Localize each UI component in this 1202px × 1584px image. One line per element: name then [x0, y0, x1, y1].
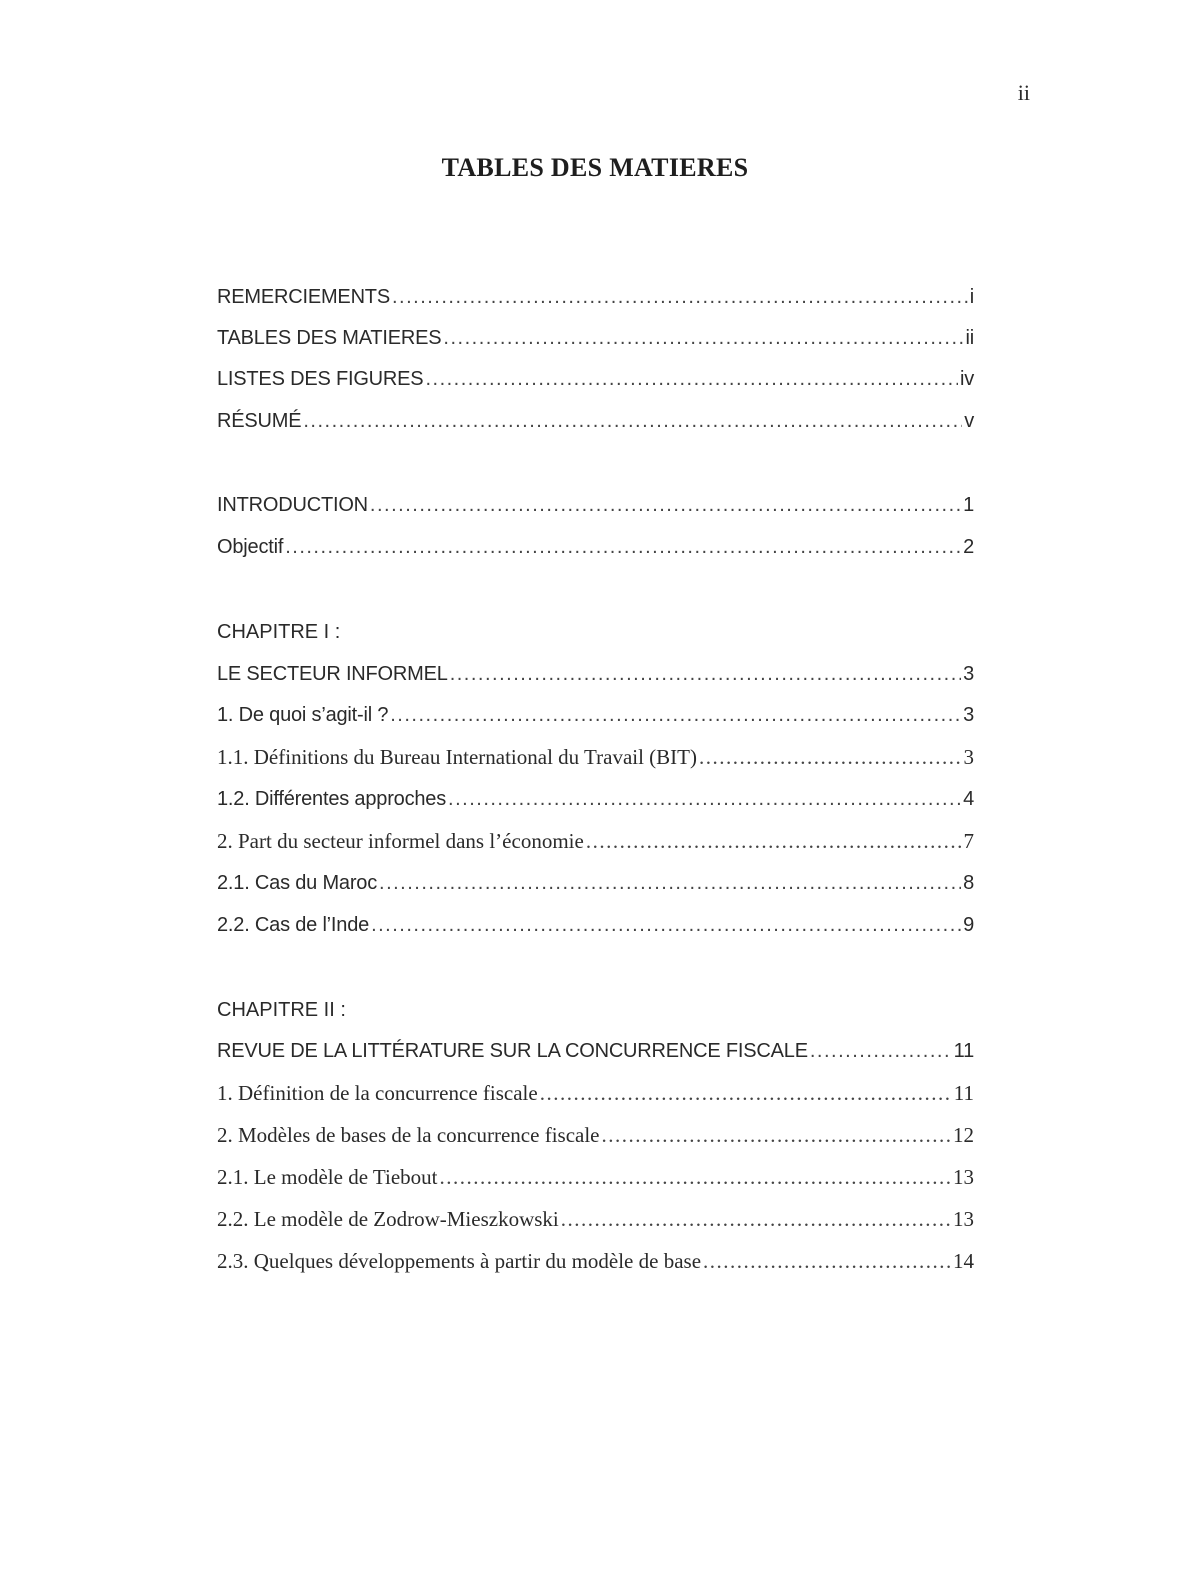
toc-entry-label: INTRODUCTION — [217, 494, 368, 516]
toc-entry-label: 2.1. Cas du Maroc — [217, 872, 378, 894]
toc-entry-definitions-bit — [217, 744, 974, 770]
toc-entry-label: 1. De quoi s’agit-il ? — [217, 704, 389, 726]
toc-entry-cas-maroc — [217, 870, 974, 896]
toc-entry-page: 3 — [963, 663, 974, 685]
toc-entry-label: REMERCIEMENTS — [217, 286, 390, 308]
dot-leader — [392, 284, 968, 310]
toc-entry-page: 1 — [963, 494, 974, 516]
dot-leader — [586, 828, 962, 854]
toc-entry-part-secteur-informel — [217, 828, 974, 854]
toc-entry-page: 3 — [963, 745, 974, 769]
dot-leader — [370, 492, 961, 518]
toc-entry-page: 13 — [953, 1165, 974, 1189]
dot-leader — [810, 1038, 952, 1064]
dot-leader — [561, 1206, 951, 1232]
toc-entry-label: LISTES DES FIGURES — [217, 368, 424, 390]
toc-entry-revue-litterature — [217, 1038, 974, 1064]
toc-entry-definition-concurrence — [217, 1080, 974, 1106]
dot-leader — [703, 1248, 951, 1274]
toc-entry-page: 3 — [963, 704, 974, 726]
chapter-2-heading: CHAPITRE II : — [217, 999, 346, 1021]
toc-entry-label: 1. Définition de la concurrence fiscale — [217, 1081, 538, 1105]
toc-entry-page: 11 — [953, 1040, 974, 1062]
toc-entry-page: 2 — [963, 536, 974, 558]
toc-entry-label: TABLES DES MATIERES — [217, 327, 442, 349]
toc-entry-differentes-approches — [217, 786, 974, 812]
toc-entry-page: 13 — [953, 1207, 974, 1231]
toc-entry-label: 2.2. Le modèle de Zodrow-Mieszkowski — [217, 1207, 559, 1231]
toc-entry-resume — [217, 408, 974, 434]
toc-entry-objectif — [217, 534, 974, 560]
toc-entry-page: 11 — [953, 1081, 974, 1105]
toc-entry-page: 7 — [963, 829, 974, 853]
dot-leader — [439, 1164, 951, 1190]
toc-entry-page: iv — [959, 368, 974, 390]
toc-entry-introduction — [217, 492, 974, 518]
dot-leader — [303, 408, 962, 434]
toc-entry-listes-des-figures — [217, 366, 974, 392]
toc-entry-tables-des-matieres — [217, 325, 974, 351]
toc-entry-page: 4 — [963, 788, 974, 810]
chapter-1-heading: CHAPITRE I : — [217, 621, 341, 643]
toc-entry-page: 12 — [953, 1123, 974, 1147]
toc-entry-label: 2. Modèles de bases de la concurrence fiscale — [217, 1123, 600, 1147]
dot-leader — [379, 870, 961, 896]
dot-leader — [540, 1080, 952, 1106]
dot-leader — [443, 325, 963, 351]
toc-entry-label: 1.2. Différentes approches — [217, 788, 447, 810]
toc-entry-label: LE SECTEUR INFORMEL — [217, 663, 448, 685]
dot-leader — [450, 661, 961, 687]
toc-entry-page: v — [964, 410, 974, 432]
toc-entry-label: 2. Part du secteur informel dans l’économie — [217, 829, 584, 853]
toc-entry-label: 2.2. Cas de l’Inde — [217, 914, 370, 936]
toc-entry-label: 2.1. Le modèle de Tiebout — [217, 1165, 438, 1189]
toc-entry-label: 1.1. Définitions du Bureau International du Travail (BIT) — [217, 745, 697, 769]
toc-entry-label: 2.3. Quelques développements à partir du modèle de base — [217, 1249, 702, 1273]
toc-entry-modeles-bases — [217, 1122, 974, 1148]
dot-leader — [602, 1122, 952, 1148]
toc-entry-label: Objectif — [217, 536, 284, 558]
toc-entry-de-quoi — [217, 702, 974, 728]
toc-entry-page: 8 — [963, 872, 974, 894]
toc-entry-secteur-informel — [217, 661, 974, 687]
toc-entry-modele-tiebout — [217, 1164, 974, 1190]
dot-leader — [448, 786, 961, 812]
toc-entry-label: REVUE DE LA LITTÉRATURE SUR LA CONCURRENCE FISCALE — [217, 1040, 808, 1062]
dot-leader — [699, 744, 962, 770]
toc-entry-page: 14 — [953, 1249, 974, 1273]
toc-entry-page: ii — [965, 327, 974, 349]
toc-entry-cas-inde — [217, 912, 974, 938]
dot-leader — [390, 702, 961, 728]
dot-leader — [425, 366, 958, 392]
dot-leader — [371, 912, 961, 938]
dot-leader — [285, 534, 961, 560]
toc-entry-remerciements — [217, 284, 974, 310]
toc-entry-page: i — [969, 286, 974, 308]
page-title: TABLES DES MATIERES — [441, 153, 749, 182]
page-number: ii — [1017, 80, 1030, 105]
toc-entry-modele-zodrow — [217, 1206, 974, 1232]
toc-entry-page: 9 — [963, 914, 974, 936]
toc-entry-developpements — [217, 1248, 974, 1274]
toc-entry-label: RÉSUMÉ — [217, 410, 302, 432]
